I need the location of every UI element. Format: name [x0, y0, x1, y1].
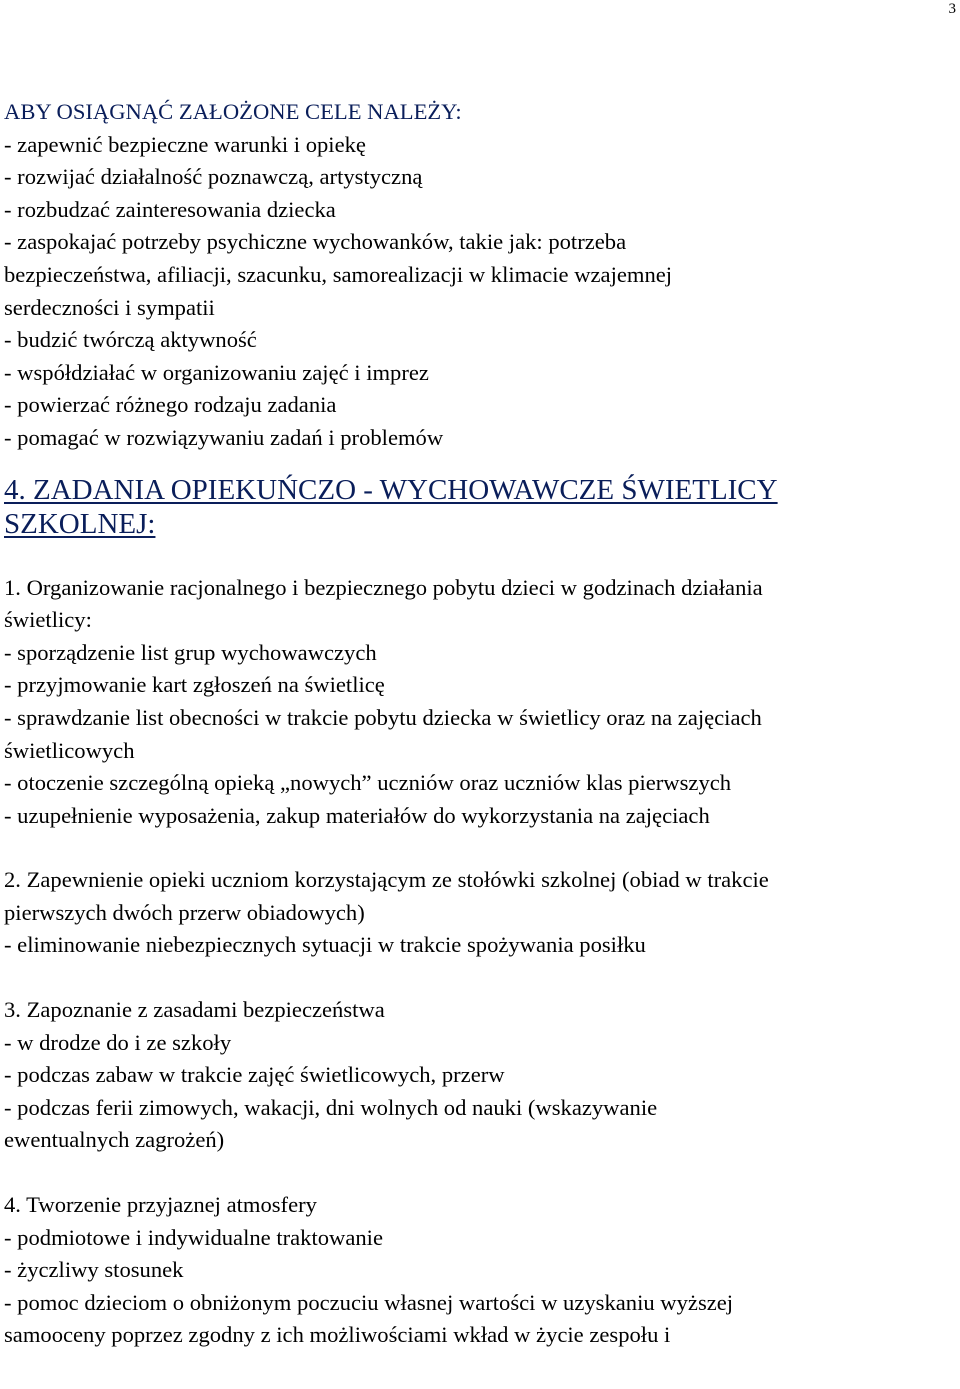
task-line: - podczas zabaw w trakcie zajęć świetlicowych, przerw	[4, 1062, 505, 1088]
task-section-1	[4, 572, 960, 833]
document-body	[4, 96, 960, 1352]
task-line: - sporządzenie list grup wychowawczych	[4, 639, 377, 665]
task-section-4	[4, 1189, 960, 1352]
task-line: - podczas ferii zimowych, wakacji, dni wolnych od nauki (wskazywanie	[4, 1094, 658, 1120]
goals-line: bezpieczeństwa, afiliacji, szacunku, samorealizacji w klimacie wzajemnej	[4, 261, 673, 287]
goals-line: - zapewnić bezpieczne warunki i opiekę	[4, 131, 366, 157]
task-line: - w drodze do i ze szkoły	[4, 1029, 232, 1055]
task-section-3	[4, 994, 960, 1157]
goals-line: - współdziałać w organizowaniu zajęć i imprez	[4, 359, 429, 385]
task-line: - podmiotowe i indywidualne traktowanie	[4, 1224, 383, 1250]
task-line: - uzupełnienie wyposażenia, zakup materiałów do wykorzystania na zajęciach	[4, 802, 710, 828]
goals-line: serdeczności i sympatii	[4, 294, 215, 320]
goals-line: - rozbudzać zainteresowania dziecka	[4, 196, 336, 222]
task-line: świetlicowych	[4, 737, 135, 763]
task-line: - sprawdzanie list obecności w trakcie pobytu dziecka w świetlicy oraz na zajęciach	[4, 704, 762, 730]
goals-list	[4, 129, 960, 455]
task-line: 4. Tworzenie przyjaznej atmosfery	[4, 1192, 317, 1218]
goals-line: - zaspokajać potrzeby psychiczne wychowanków, takie jak: potrzeba	[4, 229, 627, 255]
goals-line: - pomagać w rozwiązywaniu zadań i problemów	[4, 424, 444, 450]
task-line: 2. Zapewnienie opieki uczniom korzystającym ze stołówki szkolnej (obiad w trakcie	[4, 867, 769, 893]
task-section-2	[4, 864, 960, 962]
task-line: pierwszych dwóch przerw obiadowych)	[4, 899, 365, 925]
task-line: - życzliwy stosunek	[4, 1257, 184, 1283]
goals-line: - budzić twórczą aktywność	[4, 327, 257, 353]
task-line: świetlicy:	[4, 607, 92, 633]
task-line: 3. Zapoznanie z zasadami bezpieczeństwa	[4, 997, 385, 1023]
goals-line: - powierzać różnego rodzaju zadania	[4, 392, 337, 418]
task-line: - otoczenie szczególną opieką „nowych” uczniów oraz uczniów klas pierwszych	[4, 770, 732, 796]
task-line: - pomoc dzieciom o obniżonym poczuciu własnej wartości w uzyskaniu wyższej	[4, 1289, 734, 1315]
tasks-heading	[4, 473, 960, 541]
task-line: 1. Organizowanie racjonalnego i bezpiecznego pobytu dzieci w godzinach działania	[4, 574, 763, 600]
goals-heading: ABY OSIĄGNĄĆ ZAŁOŻONE CELE NALEŻY:	[4, 99, 462, 124]
goals-line: - rozwijać działalność poznawczą, artystyczną	[4, 164, 423, 190]
tasks-heading-line: SZKOLNEJ:	[4, 507, 156, 540]
page-number: 3	[948, 1, 956, 17]
task-line: - przyjmowanie kart zgłoszeń na świetlicę	[4, 672, 385, 698]
task-line: samooceny poprzez zgodny z ich możliwościami wkład w życie zespołu i	[4, 1322, 671, 1348]
task-line: - eliminowanie niebezpiecznych sytuacji w trakcie spożywania posiłku	[4, 932, 646, 958]
task-line: ewentualnych zagrożeń)	[4, 1127, 225, 1153]
tasks-heading-line: 4. ZADANIA OPIEKUŃCZO - WYCHOWAWCZE ŚWIETLICY	[4, 473, 778, 506]
